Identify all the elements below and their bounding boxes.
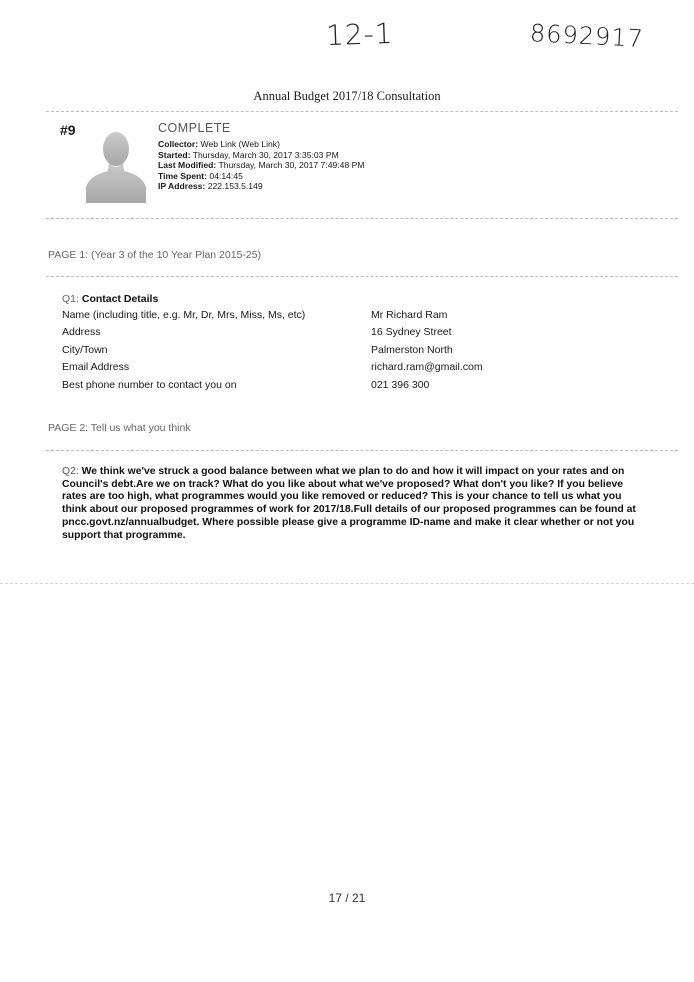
contact-field-value: richard.ram@gmail.com [371, 361, 483, 373]
contact-field-label: Name (including title, e.g. Mr, Dr, Mrs, Miss, Ms, etc) [62, 309, 306, 321]
contact-field-value: Mr Richard Ram [371, 309, 448, 321]
last-modified-value: Thursday, March 30, 2017 7:49:48 PM [218, 160, 365, 171]
question-title: Contact Details [81, 293, 159, 305]
contact-field-label: City/Town [62, 344, 108, 356]
divider [46, 276, 678, 277]
divider [46, 450, 678, 451]
divider [0, 583, 694, 584]
response-status: COMPLETE [158, 121, 231, 135]
contact-field-value: 16 Sydney Street [371, 326, 452, 338]
time-spent-value: 04:14:45 [209, 170, 243, 181]
response-number: #9 [60, 122, 76, 138]
user-silhouette-icon [84, 127, 148, 203]
contact-field-value: Palmerston North [371, 344, 453, 356]
question-1-heading [62, 293, 158, 305]
page-number: 17 / 21 [328, 891, 366, 905]
question-number: Q2: [62, 466, 79, 477]
question-number: Q1: [62, 293, 79, 305]
contact-field-label: Email Address [62, 361, 130, 373]
document-title: Annual Budget 2017/18 Consultation [253, 89, 441, 103]
last-modified-line: Last Modified: Thursday, March 30, 2017 7:49:48 PM [158, 160, 365, 171]
started-value: Thursday, March 30, 2017 3:35:03 PM [192, 149, 339, 160]
collector-line: Collector: Web Link (Web Link) [158, 139, 280, 149]
contact-field-label: Address [62, 326, 101, 338]
contact-field-label: Best phone number to contact you on [62, 379, 237, 391]
collector-value: Web Link (Web Link) [200, 139, 280, 149]
time-spent-line: Time Spent: 04:14:45 [158, 170, 243, 181]
ip-address-line: IP Address: 222.153.5.149 [158, 181, 263, 192]
contact-field-value: 021 396 300 [371, 379, 430, 391]
ip-address-value: 222.153.5.149 [207, 181, 263, 192]
page-1-heading: PAGE 1: (Year 3 of the 10 Year Plan 2015-25) [48, 249, 262, 261]
question-body: We think we've struck a good balance between what we plan to do and how it will impact on your rates and on Council's debt.Are we on track? What do you like about what we've proposed? What don't you like? If you believe rates are too high, what programmes would you like removed or reduced? This is your chance to tell us what you think about our proposed programmes of work for 2017/18.Full details of our proposed programmes can be found at pncc.govt.nz/annualbudget. Where possible please give a programme ID-name and make it clear whether or not you support that programme. [62, 466, 636, 541]
question-2-text [62, 466, 642, 542]
page-2-heading: PAGE 2: Tell us what you think [48, 422, 191, 434]
started-line: Started: Thursday, March 30, 2017 3:35:03 PM [158, 149, 339, 160]
divider [46, 111, 678, 112]
handwritten-annotation-right: 8692917 [529, 19, 645, 53]
handwritten-annotation-left: 12-1 [325, 16, 395, 53]
response-metadata [158, 139, 365, 192]
divider [46, 218, 678, 219]
